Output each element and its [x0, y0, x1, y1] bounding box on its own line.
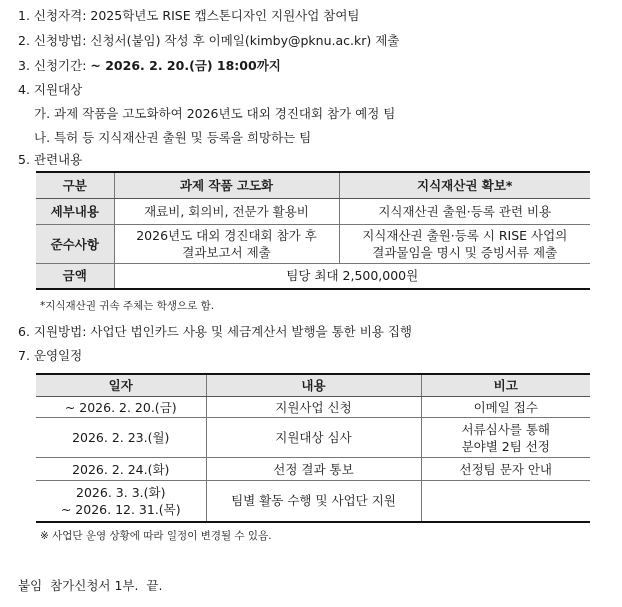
schedule-table-header — [36, 374, 590, 397]
table-row — [36, 199, 590, 225]
table-cell: 지원사업 신청 — [206, 397, 421, 418]
cost-table-header — [36, 172, 590, 199]
table-cell — [421, 481, 590, 522]
table-row — [36, 264, 590, 289]
item-7: 7. 운영일정 — [18, 348, 83, 363]
cell-line: 결과물임을 명시 및 증빙서류 제출 — [372, 245, 558, 260]
schedule-header-note: 비고 — [421, 374, 590, 397]
table-cell: 팀별 활동 수행 및 사업단 지원 — [206, 481, 421, 522]
row-label: 세부내용 — [36, 199, 114, 225]
item-3-deadline: ~ 2026. 2. 20.(금) 18:00까지 — [90, 58, 281, 73]
table-cell: 2026. 2. 24.(화) — [36, 458, 206, 481]
cell-line: 2026. 3. 3.(화) — [76, 484, 166, 500]
table-row — [36, 397, 590, 418]
item-3 — [18, 58, 281, 74]
cost-header-category: 구분 — [36, 172, 114, 199]
amount-cell: 팀당 최대 2,500,000원 — [114, 264, 590, 289]
cost-footnote: *지식재산권 귀속 주체는 학생으로 함. — [40, 300, 215, 312]
cell-line: 지식재산권 출원·등록 시 RISE 사업의 — [362, 228, 568, 243]
cell-line: 분야별 2팀 선정 — [461, 438, 550, 454]
table-cell — [421, 418, 590, 458]
table-cell: 선정팀 문자 안내 — [421, 458, 590, 481]
item-2: 2. 신청방법: 신청서(붙임) 작성 후 이메일(kimby@pknu.ac.kr) 제출 — [18, 33, 400, 48]
cell-line: 2026년도 대외 경진대회 참가 후 — [136, 228, 317, 243]
cell-line: ~ 2026. 12. 31.(목) — [60, 501, 181, 517]
table-row — [36, 225, 590, 264]
table-cell: 지원대상 심사 — [206, 418, 421, 458]
table-cell — [339, 225, 590, 264]
schedule-header-date: 일자 — [36, 374, 206, 397]
item-1: 1. 신청자격: 2025학년도 RISE 캡스톤디자인 지원사업 참여팀 — [18, 8, 360, 23]
table-row — [36, 418, 590, 458]
cost-table — [36, 171, 590, 290]
table-cell: 지식재산권 출원·등록 관련 비용 — [339, 199, 590, 225]
item-5: 5. 관련내용 — [18, 152, 83, 167]
table-cell: 이메일 접수 — [421, 397, 590, 418]
table-cell: 2026. 2. 23.(월) — [36, 418, 206, 458]
cost-header-ip: 지식재산권 확보* — [339, 172, 590, 199]
table-row — [36, 458, 590, 481]
table-cell: 선정 결과 통보 — [206, 458, 421, 481]
table-cell: ~ 2026. 2. 20.(금) — [36, 397, 206, 418]
item-4: 4. 지원대상 — [18, 82, 83, 97]
cost-header-advancement: 과제 작품 고도화 — [114, 172, 339, 199]
item-6: 6. 지원방법: 사업단 법인카드 사용 및 세금계산서 발행을 통한 비용 집행 — [18, 324, 412, 339]
table-cell: 재료비, 회의비, 전문가 활용비 — [114, 199, 339, 225]
item-4a: 가. 과제 작품을 고도화하여 2026년도 대외 경진대회 참가 예정 팀 — [34, 106, 396, 121]
item-4b: 나. 특허 등 지식재산권 출원 및 등록을 희망하는 팀 — [34, 130, 312, 145]
schedule-header-content: 내용 — [206, 374, 421, 397]
schedule-footnote: ※ 사업단 운영 상황에 따라 일정이 변경될 수 있음. — [40, 530, 272, 542]
item-3-label: 3. 신청기간: — [18, 58, 87, 73]
cell-line: 결과보고서 제출 — [182, 245, 271, 260]
schedule-table — [36, 373, 590, 523]
row-label: 준수사항 — [36, 225, 114, 264]
table-cell — [36, 481, 206, 522]
table-row — [36, 481, 590, 522]
row-label: 금액 — [36, 264, 114, 289]
cell-line: 서류심사를 통해 — [461, 421, 550, 437]
table-cell — [114, 225, 339, 264]
attachment-line: 붙임 참가신청서 1부. 끝. — [18, 578, 163, 593]
